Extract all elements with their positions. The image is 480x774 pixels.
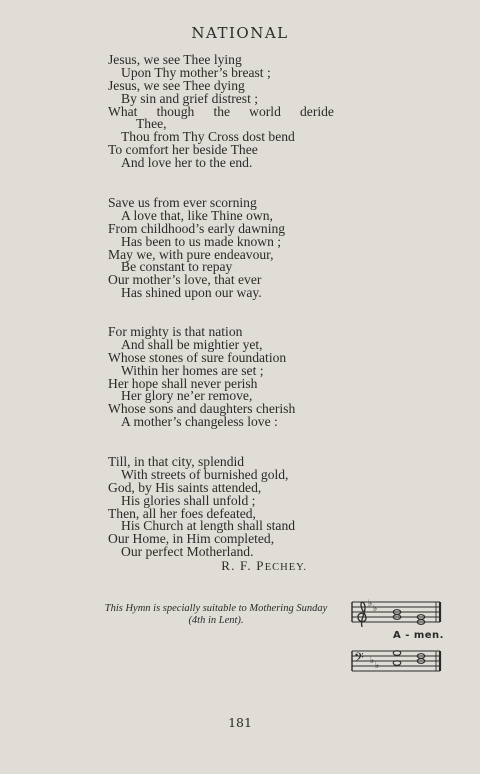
verse-line: A mother’s changeless love : (121, 414, 278, 430)
verse-line: And shall be mightier yet, (121, 336, 263, 352)
verse-line: Our perfect Motherland. (121, 544, 254, 560)
verse-line: To comfort her beside Thee (108, 142, 258, 158)
word: the (213, 103, 231, 119)
verse-line: A love that, like Thine own, (121, 207, 273, 223)
verse-line: God, by His saints attended, (108, 479, 262, 495)
verse-line: From childhood’s early dawning (108, 220, 286, 236)
bass-flat-icon: ♭ (370, 656, 375, 666)
verse-line: Thee, (136, 116, 167, 132)
verse-line: Upon Thy mother’s breast ; (121, 64, 271, 80)
verse-line: By sin and grief distrest ; (121, 90, 259, 106)
note-line: This Hymn is specially suitable to Mothering Sunday (104, 603, 328, 614)
verse-line: Then, all her foes defeated, (108, 505, 256, 521)
verse-line: Within her homes are set ; (121, 362, 264, 378)
amen-label: A - men. (393, 630, 444, 641)
verse-line: Jesus, we see Thee dying (108, 77, 245, 93)
verse-line: Thou from Thy Cross dost bend (121, 129, 295, 145)
hymn-stanza-2 (108, 197, 318, 300)
verse-line: Her hope shall never perish (108, 375, 258, 391)
note-line: (4th in Lent). (188, 615, 244, 626)
verse-line: With streets of burnished gold, (121, 466, 289, 482)
verse-line: Be constant to repay (121, 259, 233, 275)
verse-line: Her glory ne’er remove, (121, 388, 253, 404)
word: world (249, 103, 281, 119)
hymn-stanza-1 (108, 52, 334, 171)
author-initials: R. F. P (221, 558, 265, 573)
verse-line: Whose sons and daughters cherish (108, 401, 296, 417)
word: What (108, 103, 138, 119)
treble-flat-icon: ♭ (373, 604, 378, 614)
verse-line: May we, with pure endeavour, (108, 246, 274, 262)
bass-flat-icon: ♭ (375, 661, 380, 671)
word: deride (299, 103, 334, 119)
treble-flat-icon: ♭ (368, 599, 373, 609)
verse-line: Has been to us made known ; (121, 233, 282, 249)
hymn-stanza-4 (108, 456, 318, 559)
page-number: 181 (228, 715, 252, 730)
verse-line: Has shined upon our way. (121, 285, 262, 301)
verse-line: Till, in that city, splendid (108, 454, 245, 469)
word: though (156, 103, 195, 119)
bass-clef-icon: 𝄢 (354, 650, 364, 668)
page-title: NATIONAL (191, 24, 289, 42)
hymn-note (88, 603, 344, 627)
author-surname: ECHEY. (264, 562, 307, 573)
verse-line: His Church at length shall stand (121, 518, 296, 534)
verse-line: For mighty is that nation (108, 324, 243, 339)
treble-clef-icon (358, 602, 366, 627)
verse-line: His glories shall unfold ; (121, 492, 256, 508)
verse-line: Jesus, we see Thee lying (108, 52, 242, 67)
verse-line: Our mother’s love, that ever (108, 272, 262, 288)
verse-line: Save us from ever scorning (108, 195, 257, 210)
verse-line: And love her to the end. (121, 155, 253, 171)
hymn-author (221, 558, 307, 574)
verse-line: Whose stones of sure foundation (108, 349, 287, 365)
verse-line: Our Home, in Him completed, (108, 531, 275, 547)
hymn-stanza-3 (108, 326, 318, 429)
